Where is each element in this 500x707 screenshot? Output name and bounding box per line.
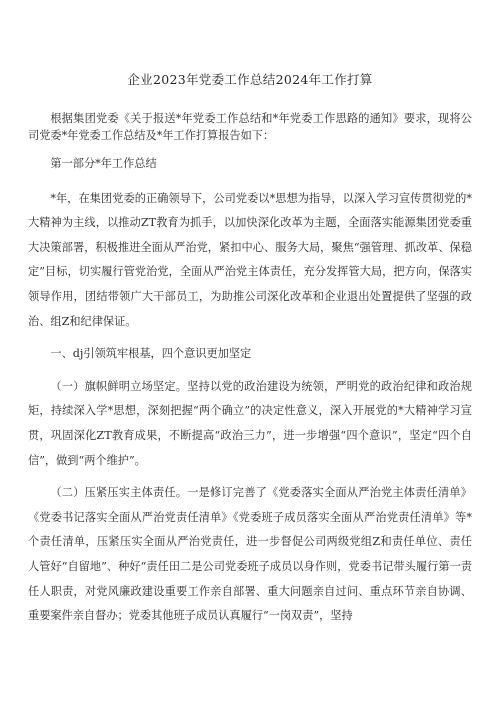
paragraph-political-stance: （一）旗帜鲜明立场坚定。坚持以党的政治建设为统领，严明党的政治纪律和政治规矩，持续深入学*思想，深刻把握“两个确立”的决定性意义，深入开展党的*大精神学习宣贯，巩固深化ZT教育成果，不断提高“政治三力”，进一步增强“四个意识”，坚定“四个自信”，做到“两个维护”。: [28, 379, 472, 467]
section-heading: 一、dj引领筑牢根基，四个意识更加坚定: [50, 347, 252, 361]
part-heading: 第一部分*年工作总结: [50, 157, 157, 170]
intro-paragraph: 根据集团党委《关于报送*年党委工作总结和*年党委工作思路的通知》要求，现将公司党委*年党委工作总结及*年工作打算报告如下：: [28, 112, 472, 142]
overview-paragraph: *年，在集团党委的正确领导下，公司党委以*思想为指导，以深入学习宣传贯彻党的*大精神为主线，以推动ZT教育为抓手，以加快深化改革为主题，全面落实能源集团党委重大决策部署，积极推进全面从严治党，紧扣中心、服务大局，聚焦“强管理、抓改革、保稳定”目标，切实履行管党治党，全面从严治党主体责任，充分发挥管大局，把方向，保落实领导作用，团结带领广大干部员工，为助推公司深化改革和企业退出处置提供了坚强的政治、组Z和纪律保证。: [28, 191, 472, 328]
document-title: 企业2023年党委工作总结2024年工作打算: [127, 72, 373, 87]
paragraph-main-responsibility: （二）压紧压实主体责任。一是修订完善了《党委落实全面从严治党主体责任清单》《党委书记落实全面从严治党责任清单》《党委班子成员落实全面从严治党责任清单》等*个责任清单，压紧压实全面从严治党责任，进一步督促公司两级党组Z和责任单位、责任人管好“自留地”、种好“责任田二是公司党委班子成员以身作则，党委书记带头履行第一责任人职责，对党风廉政建设重要工作亲自部署、重大问题亲自过问、重点环节亲自协调、重要案件亲自督办；党委其他班子成员认真履行“一岗双责”，坚持: [28, 486, 472, 623]
